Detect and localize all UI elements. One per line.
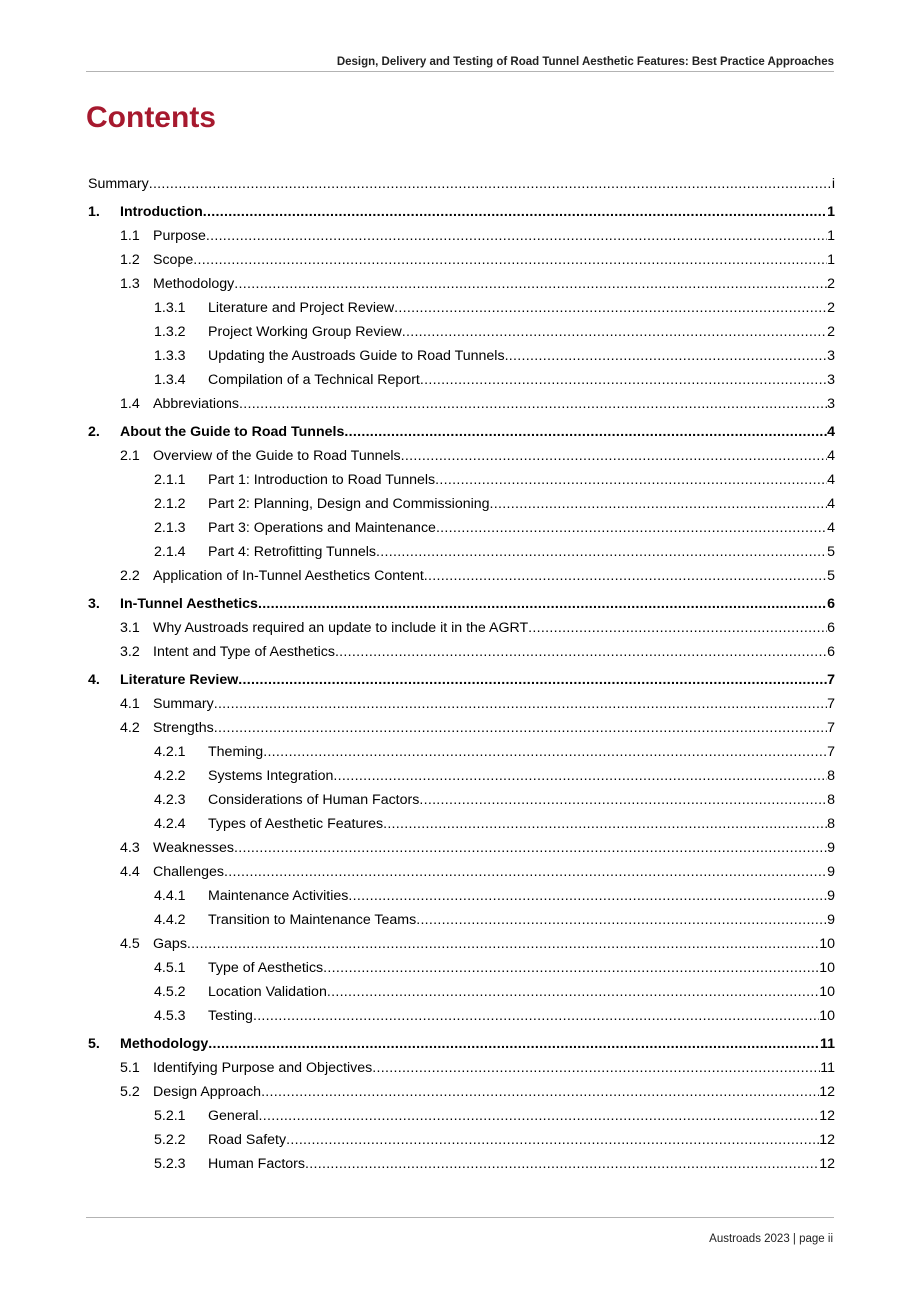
toc-entry-number: 3. [88, 596, 100, 612]
toc-entry-number: 4.4 [120, 864, 140, 880]
toc-entry-title: Part 4: Retrofitting Tunnels [208, 544, 376, 560]
toc-entry-number: 3.2 [120, 644, 140, 660]
toc-entry-title: Part 3: Operations and Maintenance [208, 520, 436, 536]
toc-entry-page: 7 [827, 720, 835, 736]
toc-entry[interactable] [88, 1004, 835, 1028]
toc-entry[interactable] [88, 420, 835, 444]
toc-entry-title: Intent and Type of Aesthetics [153, 644, 335, 660]
toc-entry[interactable] [88, 956, 835, 980]
toc-entry-number: 2.1.2 [154, 496, 186, 512]
toc-entry[interactable] [88, 616, 835, 640]
toc-entry[interactable] [88, 540, 835, 564]
toc-entry-number: 1.3 [120, 276, 140, 292]
toc-dot-leader [238, 668, 827, 692]
toc-entry-title: Part 1: Introduction to Road Tunnels [208, 472, 436, 488]
toc-dot-leader [258, 1104, 819, 1128]
toc-entry-number: 1. [88, 204, 100, 220]
toc-entry-number: 2.1.3 [154, 520, 186, 536]
toc-dot-leader [490, 492, 828, 516]
toc-entry-title: Type of Aesthetics [208, 960, 324, 976]
toc-entry-title: Testing [208, 1008, 253, 1024]
toc-entry-number: 4.2 [120, 720, 140, 736]
toc-entry-title: Literature Review [120, 672, 239, 688]
toc-entry-page: 10 [819, 936, 835, 952]
toc-dot-leader [224, 860, 827, 884]
toc-entry-page: 8 [827, 768, 835, 784]
toc-dot-leader [424, 564, 827, 588]
running-header: Design, Delivery and Testing of Road Tunnel Aesthetic Features: Best Practice Approaches [86, 54, 834, 72]
toc-entry-page: 9 [827, 840, 835, 856]
toc-dot-leader [376, 540, 827, 564]
toc-entry-page: 9 [827, 888, 835, 904]
toc-entry-number: 4. [88, 672, 100, 688]
toc-dot-leader [402, 320, 827, 344]
toc-entry-page: 7 [827, 696, 835, 712]
toc-dot-leader [372, 1056, 820, 1080]
toc-entry[interactable] [88, 200, 835, 224]
toc-entry-title: Why Austroads required an update to include it in the AGRT [153, 620, 529, 636]
toc-entry[interactable] [88, 392, 835, 416]
toc-dot-leader [335, 640, 827, 664]
toc-entry-page: 9 [827, 912, 835, 928]
toc-entry-title: Gaps [153, 936, 187, 952]
toc-entry-page: 10 [819, 1008, 835, 1024]
toc-entry[interactable] [88, 492, 835, 516]
toc-entry-title: Human Factors [208, 1156, 305, 1172]
toc-dot-leader [394, 296, 827, 320]
toc-dot-leader [253, 1004, 819, 1028]
toc-entry-number: 2.1 [120, 448, 140, 464]
page-title: Contents [86, 101, 216, 134]
toc-entry[interactable] [88, 468, 835, 492]
toc-entry-title: Updating the Austroads Guide to Road Tunnels [208, 348, 505, 364]
toc-entry-page: 5 [827, 544, 835, 560]
toc-dot-leader [383, 812, 827, 836]
toc-entry-title: Strengths [153, 720, 214, 736]
toc-entry-number: 1.3.3 [154, 348, 186, 364]
toc-entry-number: 4.2.4 [154, 816, 186, 832]
toc-entry-number: 1.1 [120, 228, 140, 244]
toc-dot-leader [234, 272, 827, 296]
toc-entry-page: 4 [827, 496, 835, 512]
toc-entry[interactable] [88, 908, 835, 932]
toc-entry-page: 7 [827, 744, 835, 760]
toc-entry-title: Transition to Maintenance Teams [208, 912, 417, 928]
toc-dot-leader [149, 172, 832, 196]
toc-entry-title: Identifying Purpose and Objectives [153, 1060, 373, 1076]
toc-entry-title: General [208, 1108, 259, 1124]
toc-entry[interactable] [88, 716, 835, 740]
toc-entry[interactable] [88, 444, 835, 468]
toc-entry-number: 5.2.3 [154, 1156, 186, 1172]
toc-dot-leader [187, 932, 819, 956]
toc-entry[interactable] [88, 860, 835, 884]
toc-dot-leader [348, 884, 827, 908]
footer-divider [86, 1217, 834, 1218]
toc-entry-page: 5 [827, 568, 835, 584]
toc-entry[interactable] [88, 564, 835, 588]
toc-entry[interactable] [88, 788, 835, 812]
toc-entry-number: 2. [88, 424, 100, 440]
toc-entry[interactable] [88, 884, 835, 908]
toc-entry-title: Weaknesses [153, 840, 234, 856]
toc-dot-leader [528, 616, 827, 640]
toc-entry-number: 5.1 [120, 1060, 140, 1076]
toc-dot-leader [333, 764, 827, 788]
toc-entry-page: 12 [819, 1132, 835, 1148]
toc-entry-title: Literature and Project Review [208, 300, 395, 316]
toc-entry[interactable] [88, 272, 835, 296]
toc-entry-number: 5. [88, 1036, 100, 1052]
toc-entry-title: Summary [153, 696, 214, 712]
toc-entry-page: 3 [827, 372, 835, 388]
toc-dot-leader [323, 956, 819, 980]
toc-entry-title: Introduction [120, 204, 203, 220]
toc-entry-title: Road Safety [208, 1132, 287, 1148]
toc-entry-number: 5.2 [120, 1084, 140, 1100]
toc-entry-page: 9 [827, 864, 835, 880]
toc-entry-page: 1 [827, 252, 835, 268]
table-of-contents [88, 172, 835, 1176]
toc-entry-number: 2.2 [120, 568, 140, 584]
toc-dot-leader [436, 516, 827, 540]
toc-entry-title: Summary [88, 176, 149, 192]
toc-entry-page: 8 [827, 792, 835, 808]
toc-entry[interactable] [88, 1152, 835, 1176]
toc-dot-leader [239, 392, 827, 416]
toc-dot-leader [203, 200, 827, 224]
toc-entry-number: 4.1 [120, 696, 140, 712]
toc-dot-leader [416, 908, 827, 932]
toc-entry-title: Compilation of a Technical Report [208, 372, 420, 388]
toc-entry-title: Challenges [153, 864, 224, 880]
toc-dot-leader [286, 1128, 819, 1152]
toc-entry[interactable] [88, 368, 835, 392]
toc-entry-page: 4 [827, 424, 835, 440]
toc-entry-number: 5.2.2 [154, 1132, 186, 1148]
toc-entry-page: 4 [827, 520, 835, 536]
toc-entry-number: 1.3.4 [154, 372, 186, 388]
toc-entry-page: 3 [827, 348, 835, 364]
toc-entry-title: Types of Aesthetic Features [208, 816, 384, 832]
toc-dot-leader [234, 836, 827, 860]
toc-dot-leader [505, 344, 828, 368]
toc-entry[interactable] [88, 836, 835, 860]
toc-entry[interactable] [88, 1056, 835, 1080]
toc-entry[interactable] [88, 740, 835, 764]
toc-dot-leader [206, 224, 827, 248]
toc-dot-leader [401, 444, 827, 468]
toc-entry-title: Overview of the Guide to Road Tunnels [153, 448, 401, 464]
toc-entry-number: 1.3.1 [154, 300, 186, 316]
toc-entry[interactable] [88, 1032, 835, 1056]
toc-entry-number: 4.5.3 [154, 1008, 186, 1024]
toc-entry-title: Design Approach [153, 1084, 262, 1100]
toc-dot-leader [419, 788, 827, 812]
toc-entry[interactable] [88, 668, 835, 692]
toc-entry-page: 8 [827, 816, 835, 832]
toc-entry-title: Maintenance Activities [208, 888, 349, 904]
toc-entry-title: In-Tunnel Aesthetics [120, 596, 258, 612]
toc-entry[interactable] [88, 296, 835, 320]
toc-entry-number: 4.5 [120, 936, 140, 952]
toc-entry-number: 4.4.2 [154, 912, 186, 928]
toc-dot-leader [420, 368, 827, 392]
toc-entry-number: 4.2.3 [154, 792, 186, 808]
toc-entry[interactable] [88, 320, 835, 344]
toc-entry-number: 4.5.1 [154, 960, 186, 976]
toc-dot-leader [208, 1032, 820, 1056]
toc-entry-page: 6 [827, 596, 835, 612]
toc-entry-title: Project Working Group Review [208, 324, 402, 340]
toc-entry[interactable] [88, 980, 835, 1004]
toc-entry[interactable] [88, 932, 835, 956]
toc-dot-leader [263, 740, 827, 764]
toc-entry-page: 10 [819, 984, 835, 1000]
toc-entry-page: 6 [827, 620, 835, 636]
toc-entry-number: 4.5.2 [154, 984, 186, 1000]
toc-entry-title: Location Validation [208, 984, 327, 1000]
toc-entry-number: 4.2.1 [154, 744, 186, 760]
toc-entry-title: Systems Integration [208, 768, 334, 784]
toc-dot-leader [258, 592, 827, 616]
toc-entry-page: 12 [819, 1084, 835, 1100]
toc-entry-page: 4 [827, 448, 835, 464]
toc-entry[interactable] [88, 172, 835, 196]
toc-entry[interactable] [88, 692, 835, 716]
toc-entry-number: 2.1.1 [154, 472, 186, 488]
toc-entry-page: 6 [827, 644, 835, 660]
toc-entry[interactable] [88, 248, 835, 272]
toc-entry[interactable] [88, 224, 835, 248]
toc-entry-title: About the Guide to Road Tunnels [120, 424, 345, 440]
toc-entry-page: 2 [827, 324, 835, 340]
toc-entry-number: 5.2.1 [154, 1108, 186, 1124]
toc-entry-page: 3 [827, 396, 835, 412]
toc-dot-leader [305, 1152, 819, 1176]
toc-entry[interactable] [88, 592, 835, 616]
toc-entry-title: Application of In-Tunnel Aesthetics Content [153, 568, 424, 584]
toc-entry-number: 4.2.2 [154, 768, 186, 784]
toc-entry-title: Purpose [153, 228, 206, 244]
toc-entry-number: 3.1 [120, 620, 140, 636]
toc-entry[interactable] [88, 1128, 835, 1152]
toc-entry[interactable] [88, 812, 835, 836]
toc-dot-leader [344, 420, 827, 444]
toc-entry-number: 2.1.4 [154, 544, 186, 560]
toc-dot-leader [435, 468, 827, 492]
toc-entry[interactable] [88, 764, 835, 788]
toc-entry-number: 1.2 [120, 252, 140, 268]
toc-entry-page: 12 [819, 1108, 835, 1124]
page-footer: Austroads 2023 | page ii [709, 1233, 833, 1245]
toc-entry-page: 2 [827, 276, 835, 292]
toc-dot-leader [214, 692, 827, 716]
toc-entry-title: Scope [153, 252, 194, 268]
toc-entry[interactable] [88, 344, 835, 368]
toc-entry[interactable] [88, 516, 835, 540]
toc-entry-title: Methodology [120, 1036, 209, 1052]
toc-entry-title: Abbreviations [153, 396, 239, 412]
toc-entry-page: 2 [827, 300, 835, 316]
toc-entry[interactable] [88, 1080, 835, 1104]
toc-entry-title: Considerations of Human Factors [208, 792, 420, 808]
toc-dot-leader [327, 980, 819, 1004]
toc-entry[interactable] [88, 640, 835, 664]
toc-entry-page: 1 [827, 204, 835, 220]
toc-entry-number: 4.3 [120, 840, 140, 856]
toc-entry-number: 1.4 [120, 396, 140, 412]
toc-dot-leader [261, 1080, 819, 1104]
toc-entry-page: i [831, 176, 835, 192]
toc-entry-page: 12 [819, 1156, 835, 1172]
toc-dot-leader [214, 716, 827, 740]
toc-entry-page: 7 [827, 672, 835, 688]
toc-entry-page: 11 [820, 1036, 835, 1052]
toc-entry-page: 4 [827, 472, 835, 488]
toc-dot-leader [193, 248, 827, 272]
toc-entry-title: Methodology [153, 276, 235, 292]
toc-entry-page: 10 [819, 960, 835, 976]
toc-entry-title: Theming [208, 744, 264, 760]
toc-entry-page: 1 [827, 228, 835, 244]
toc-entry[interactable] [88, 1104, 835, 1128]
toc-entry-page: 11 [820, 1060, 835, 1076]
toc-entry-number: 4.4.1 [154, 888, 186, 904]
toc-entry-number: 1.3.2 [154, 324, 186, 340]
toc-entry-title: Part 2: Planning, Design and Commissioning [208, 496, 490, 512]
